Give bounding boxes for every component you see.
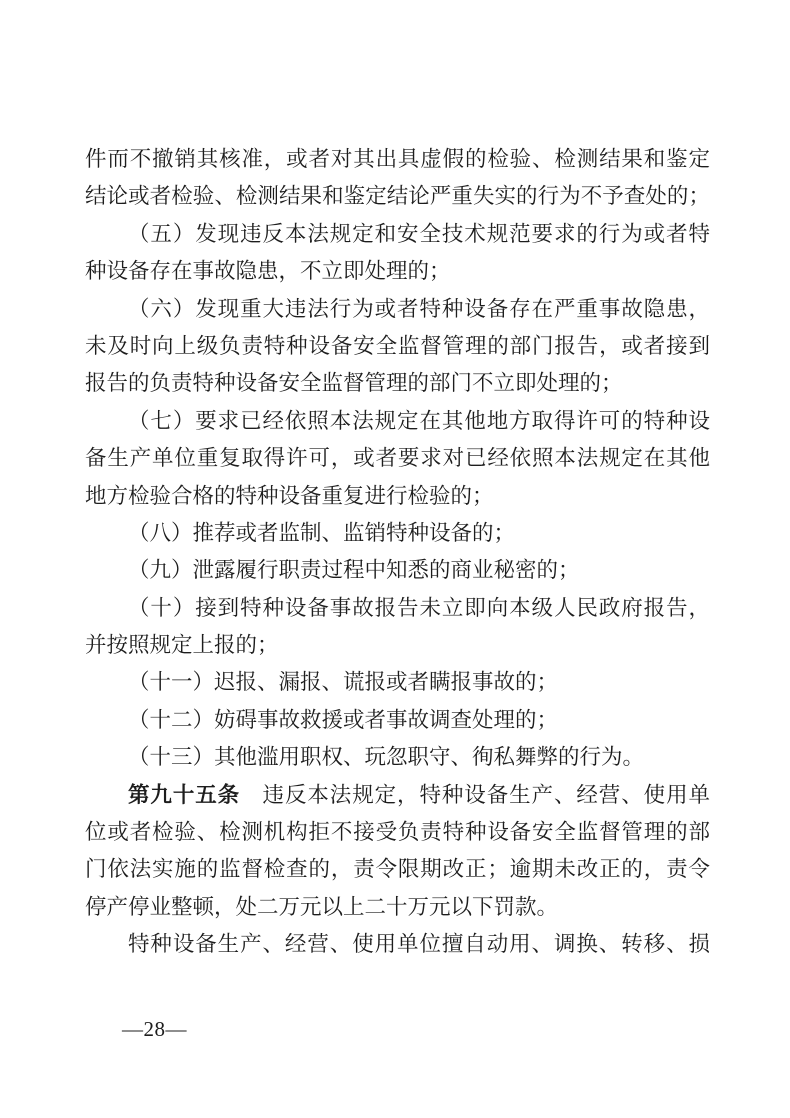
text-line <box>85 253 710 290</box>
text-segment: 种设备存在事故隐患，不立即处理的； <box>85 259 451 284</box>
text-segment: 特种设备生产、经营、使用单位擅自动用、调换、转移、损 <box>128 932 710 957</box>
text-line <box>85 328 710 365</box>
text-segment: 结论或者检验、检测结果和鉴定结论严重失实的行为不予查处的； <box>85 184 710 209</box>
text-segment: （五）发现违反本法规定和安全技术规范要求的行为或者特 <box>128 221 710 246</box>
text-line <box>85 365 710 402</box>
text-segment: （十二）妨碍事故救援或者事故调查处理的； <box>128 707 559 732</box>
page-number: —28— <box>122 1017 187 1041</box>
text-line <box>85 291 710 328</box>
text-line <box>85 889 710 926</box>
article-number: 第九十五条 <box>128 782 241 807</box>
text-line <box>85 216 710 253</box>
text-segment: 违反本法规定，特种设备生产、经营、使用单 <box>240 782 710 807</box>
text-line <box>85 178 710 215</box>
text-segment: 地方检验合格的特种设备重复进行检验的； <box>85 483 494 508</box>
text-line <box>85 702 710 739</box>
text-line <box>85 552 710 589</box>
text-line <box>85 926 710 963</box>
text-line <box>85 777 710 814</box>
text-segment: （六）发现重大违法行为或者特种设备存在严重事故隐患， <box>128 296 710 321</box>
text-segment: （七）要求已经依照本法规定在其他地方取得许可的特种设 <box>128 408 710 433</box>
text-segment: （十三）其他滥用职权、玩忽职守、徇私舞弊的行为。 <box>128 745 645 770</box>
text-line <box>85 739 710 776</box>
text-line <box>85 440 710 477</box>
text-segment: 停产停业整顿，处二万元以上二十万元以下罚款。 <box>85 894 559 919</box>
text-segment: 门依法实施的监督检查的，责令限期改正；逾期未改正的，责令 <box>85 857 710 882</box>
text-segment: （九）泄露履行职责过程中知悉的商业秘密的； <box>128 558 580 583</box>
text-segment: 未及时向上级负责特种设备安全监督管理的部门报告，或者接到 <box>85 333 710 358</box>
text-line <box>85 664 710 701</box>
text-line <box>85 403 710 440</box>
text-segment: 位或者检验、检测机构拒不接受负责特种设备安全监督管理的部 <box>85 820 710 845</box>
text-line <box>85 515 710 552</box>
text-line <box>85 590 710 627</box>
text-segment: （十）接到特种设备事故报告未立即向本级人民政府报告， <box>128 595 710 620</box>
text-segment: （八）推荐或者监制、监销特种设备的； <box>128 520 516 545</box>
text-segment: 件而不撤销其核准，或者对其出具虚假的检验、检测结果和鉴定 <box>85 147 710 171</box>
text-line <box>85 141 710 178</box>
text-line <box>85 627 710 664</box>
text-block <box>85 141 710 964</box>
text-line <box>85 814 710 851</box>
text-line <box>85 478 710 515</box>
text-segment: 报告的负责特种设备安全监督管理的部门不立即处理的； <box>85 371 623 396</box>
text-segment: 备生产单位重复取得许可，或者要求对已经依照本法规定在其他 <box>85 446 710 471</box>
text-line <box>85 851 710 888</box>
text-segment: （十一）迟报、漏报、谎报或者瞒报事故的； <box>128 670 559 695</box>
text-segment: 并按照规定上报的； <box>85 633 279 658</box>
